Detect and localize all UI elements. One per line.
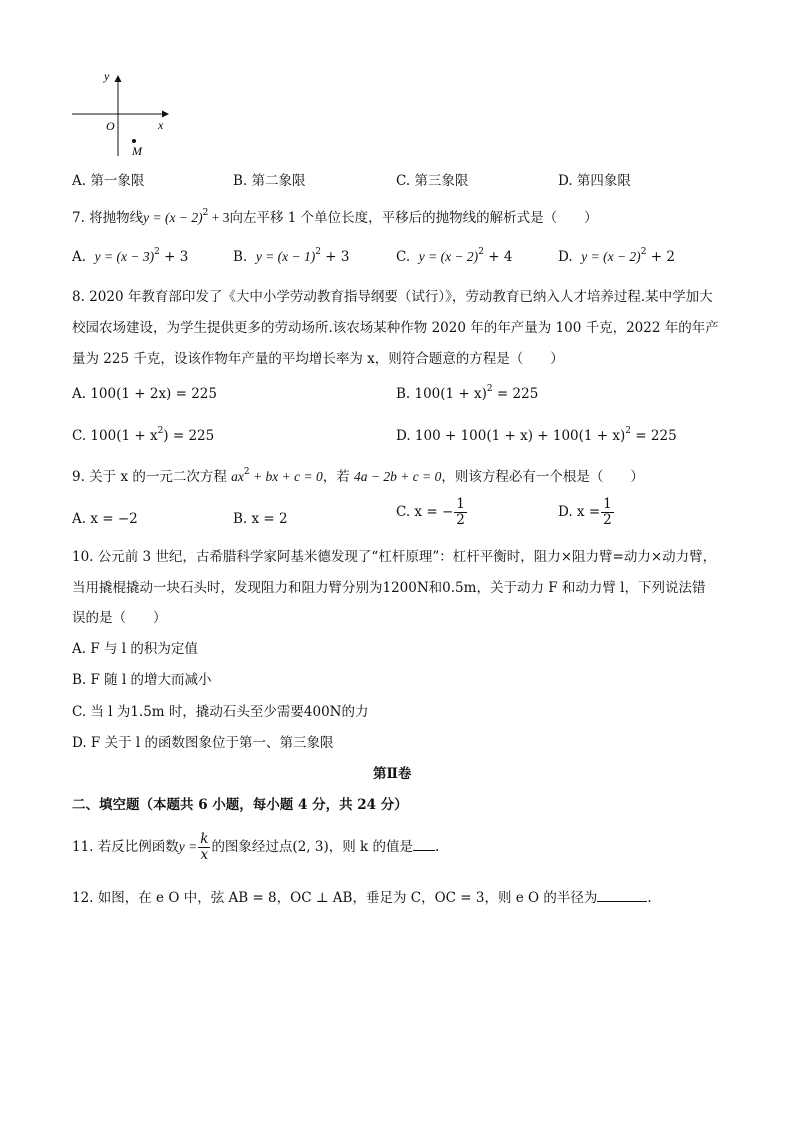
q9-option-a: A. x = −2 <box>72 511 138 527</box>
q6-option-a: A. 第一象限 <box>72 173 145 189</box>
q8-option-c <box>72 427 214 447</box>
q11-fraction <box>198 832 210 863</box>
q8-option-b <box>396 385 538 405</box>
q7-a-exp: 2 <box>154 247 160 257</box>
q7-d-label: D. <box>558 249 573 265</box>
q8-option-d <box>396 427 677 447</box>
q7-c-formula: y = (x − 2) <box>418 249 479 264</box>
q9-eq1-tail: + bx + c = 0 <box>249 469 323 484</box>
q7-b-label: B. <box>233 249 248 265</box>
y-axis-label: y <box>104 69 110 83</box>
q10-option-d: D. F 关于 l 的函数图象位于第一、第三象限 <box>72 735 334 751</box>
point-m-label: M <box>132 144 142 158</box>
q9-stem <box>72 468 644 488</box>
q9-c-fraction <box>454 497 467 528</box>
q7-c-tail: + 4 <box>483 249 513 265</box>
q7-a-tail: + 3 <box>159 249 189 265</box>
q9-d-pre: D. x = <box>558 504 601 520</box>
section-heading: 二、填空题（本题共 6 小题，每小题 4 分，共 24 分） <box>72 797 408 813</box>
q11-pre: 11. 若反比例函数 <box>72 839 179 855</box>
q11-answer-blank[interactable] <box>413 838 435 851</box>
q9-stem-pre: 9. 关于 x 的一元二次方程 <box>72 469 232 485</box>
q7-d-tail: + 2 <box>646 249 675 265</box>
q9-option-d <box>558 497 615 528</box>
q8-b-exp: 2 <box>486 384 493 394</box>
q9-stem-mid: ，若 <box>322 469 355 485</box>
q7-c-label: C. <box>396 249 411 265</box>
q7-stem-tail: + 3 <box>208 210 230 225</box>
q9-c-frac-num: 1 <box>456 496 465 512</box>
q7-stem-formula: y = (x − 2) <box>143 210 203 225</box>
q9-c-frac-den: 2 <box>456 512 465 528</box>
q10-line-3: 误的是（ ） <box>72 610 167 626</box>
q7-option-c <box>396 248 512 268</box>
q7-b-formula: y = (x − 1) <box>255 249 316 264</box>
q12 <box>72 889 652 907</box>
q8-c-post: ) = 225 <box>163 428 215 444</box>
q7-option-d <box>558 248 675 268</box>
q8-c-pre: C. 100(1 + x <box>72 428 158 444</box>
q9-d-frac-num: 1 <box>603 496 612 512</box>
q10-option-b: B. F 随 l 的增大而减小 <box>72 672 212 688</box>
q8-c-exp: 2 <box>157 426 164 436</box>
q6-option-d: D. 第四象限 <box>558 173 631 189</box>
q11-func-y: y = <box>178 839 198 854</box>
y-axis-arrow <box>115 75 122 82</box>
q8-b-post: = 225 <box>492 386 539 402</box>
q10-option-c: C. 当 l 为1.5m 时，撬动石头至少需要400N的力 <box>72 704 369 720</box>
x-axis-label: x <box>158 118 164 132</box>
q9-stem-post: ，则该方程必有一个根是（ ） <box>441 469 644 485</box>
q7-stem <box>72 209 598 229</box>
q7-d-formula: y = (x − 2) <box>581 249 641 264</box>
q8-line-2: 校园农场建设，为学生提供更多的劳动场所.该农场某种作物 2020 年的年产量为 100 千克，2022 年的年产 <box>72 320 719 336</box>
x-axis-arrow <box>162 111 169 118</box>
q7-stem-exp: 2 <box>202 208 209 218</box>
q7-d-exp: 2 <box>640 247 647 257</box>
q7-option-a <box>72 248 188 268</box>
q6-option-b: B. 第二象限 <box>233 173 306 189</box>
q9-d-frac-den: 2 <box>603 512 612 528</box>
q8-d-exp: 2 <box>625 426 632 436</box>
q7-option-b <box>233 248 349 268</box>
q12-answer-blank[interactable] <box>597 889 647 902</box>
q7-b-exp: 2 <box>315 247 321 257</box>
q10-line-1: 10. 公元前 3 世纪，古希腊科学家阿基米德发现了“杠杆原理”：杠杆平衡时，阻力×阻力臂=动力×动力臂， <box>72 549 717 565</box>
q8-line-3: 量为 225 千克，设该作物年产量的平均增长率为 x，则符合题意的方程是（ ） <box>72 351 564 367</box>
q9-option-c <box>396 497 468 528</box>
q8-b-pre: B. 100(1 + x) <box>396 386 487 402</box>
coordinate-figure <box>66 64 176 160</box>
q9-eq2: 4a − 2b + c = 0 <box>354 469 442 484</box>
q8-option-a: A. 100(1 + 2x) = 225 <box>72 386 217 402</box>
q6-option-c: C. 第三象限 <box>396 173 469 189</box>
q7-c-exp: 2 <box>478 247 484 257</box>
q11-end: . <box>435 839 440 855</box>
origin-label: O <box>106 119 115 133</box>
q7-a-formula: y = (x − 3) <box>94 249 155 264</box>
q7-a-label: A. <box>72 249 87 265</box>
q9-c-pre: C. x = − <box>396 504 454 520</box>
q11 <box>72 832 439 863</box>
q12-text: 12. 如图，在 e O 中，弦 AB = 8，OC ⊥ AB，垂足为 C，OC = 3，则 e O 的半径为 <box>72 890 598 906</box>
q9-option-b: B. x = 2 <box>233 511 288 527</box>
q11-frac-num: k <box>200 831 209 847</box>
q7-b-tail: + 3 <box>321 249 350 265</box>
q12-end: . <box>647 890 652 906</box>
q7-stem-post: 向左平移 1 个单位长度，平移后的抛物线的解析式是（ ） <box>229 210 598 226</box>
section-title: 第Ⅱ卷 <box>373 766 412 782</box>
q10-line-2: 当用撬棍撬动一块石头时，发现阻力和阻力臂分别为1200N和0.5m，关于动力 F 和动力臂 l，下列说法错 <box>72 580 706 596</box>
q8-d-post: = 225 <box>631 428 677 444</box>
q9-d-fraction <box>601 497 614 528</box>
q9-eq1: ax <box>231 469 244 484</box>
q11-frac-den: x <box>200 847 209 863</box>
point-m <box>132 139 136 143</box>
q8-line-1: 8. 2020 年教育部印发了《大中小学劳动教育指导纲要（试行）》，劳动教育已纳入人才培养过程.某中学加大 <box>72 289 713 305</box>
q11-mid: 的图象经过点(2, 3)，则 k 的值是 <box>211 839 413 855</box>
q8-d-pre: D. 100 + 100(1 + x) + 100(1 + x) <box>396 428 626 444</box>
q9-eq1-exp: 2 <box>243 467 250 477</box>
q10-option-a: A. F 与 l 的积为定值 <box>72 641 198 657</box>
q7-stem-pre: 7. 将抛物线 <box>72 210 144 226</box>
